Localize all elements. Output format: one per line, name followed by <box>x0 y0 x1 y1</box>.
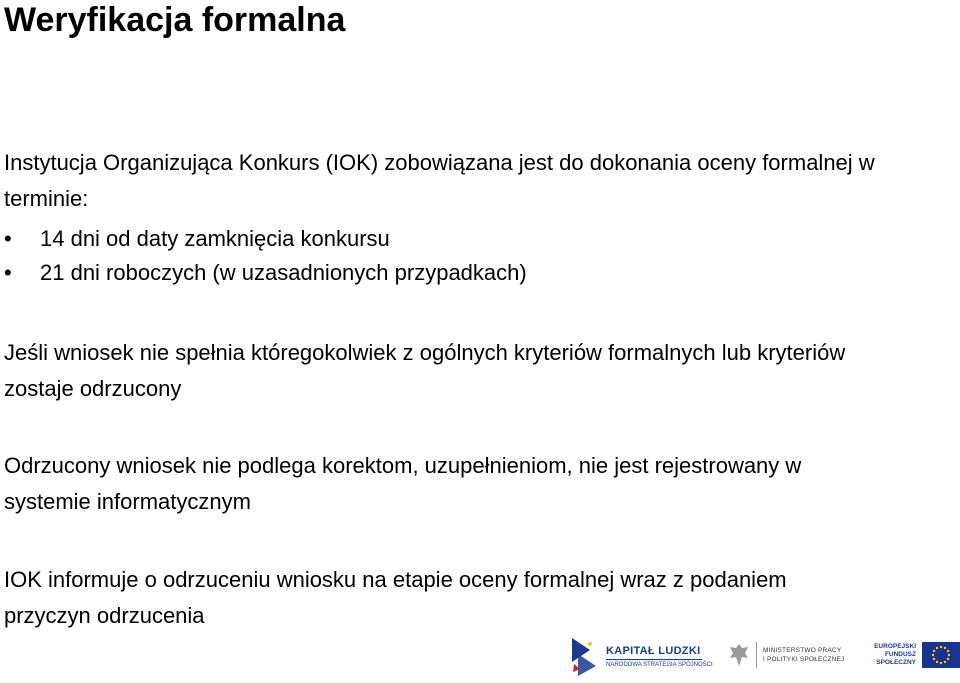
list-item <box>4 222 527 256</box>
list-item-text: 14 dni od daty zamknięcia konkursu <box>40 226 390 251</box>
ministry-line-1: MINISTERSTWO PRACY <box>763 647 842 654</box>
intro-paragraph: Instytucja Organizująca Konkurs (IOK) zobowiązana jest do dokonania oceny formalnej w terminie: <box>4 150 875 211</box>
eu-line-1: EUROPEJSKI <box>874 643 916 650</box>
bullet-icon: • <box>4 260 12 285</box>
bullet-icon: • <box>4 226 12 251</box>
deadline-list <box>4 222 527 290</box>
eagle-emblem-icon <box>728 642 750 668</box>
kapital-ludzki-subtext: NARODOWA STRATEGIA SPÓJNOŚCI <box>606 661 713 668</box>
footer-logos <box>0 630 960 682</box>
ministry-logo <box>728 642 845 668</box>
list-item-text: 21 dni roboczych (w uzasadnionych przypadkach) <box>40 260 527 285</box>
notification-paragraph: IOK informuje o odrzuceniu wniosku na etapie oceny formalnej wraz z podaniem przyczyn odrzucenia <box>4 567 787 628</box>
eu-fund-logo <box>852 642 960 668</box>
eu-flag-icon <box>922 642 960 668</box>
kapital-ludzki-text: KAPITAŁ LUDZKI <box>606 644 701 657</box>
rejection-paragraph: Jeśli wniosek nie spełnia któregokolwiek z ogólnych kryteriów formalnych lub kryteriów zostaje odrzucony <box>4 340 846 401</box>
kapital-ludzki-icon <box>570 636 598 676</box>
page-title: Weryfikacja formalna <box>4 1 346 39</box>
kapital-ludzki-logo <box>570 636 713 676</box>
eu-line-2: FUNDUSZ SPOŁECZNY <box>876 651 916 666</box>
ministry-line-2: I POLITYKI SPOŁECZNEJ <box>763 656 845 663</box>
list-item <box>4 256 527 290</box>
no-corrections-paragraph: Odrzucony wniosek nie podlega korektom, uzupełnieniom, nie jest rejestrowany w systemie informatycznym <box>4 453 802 514</box>
